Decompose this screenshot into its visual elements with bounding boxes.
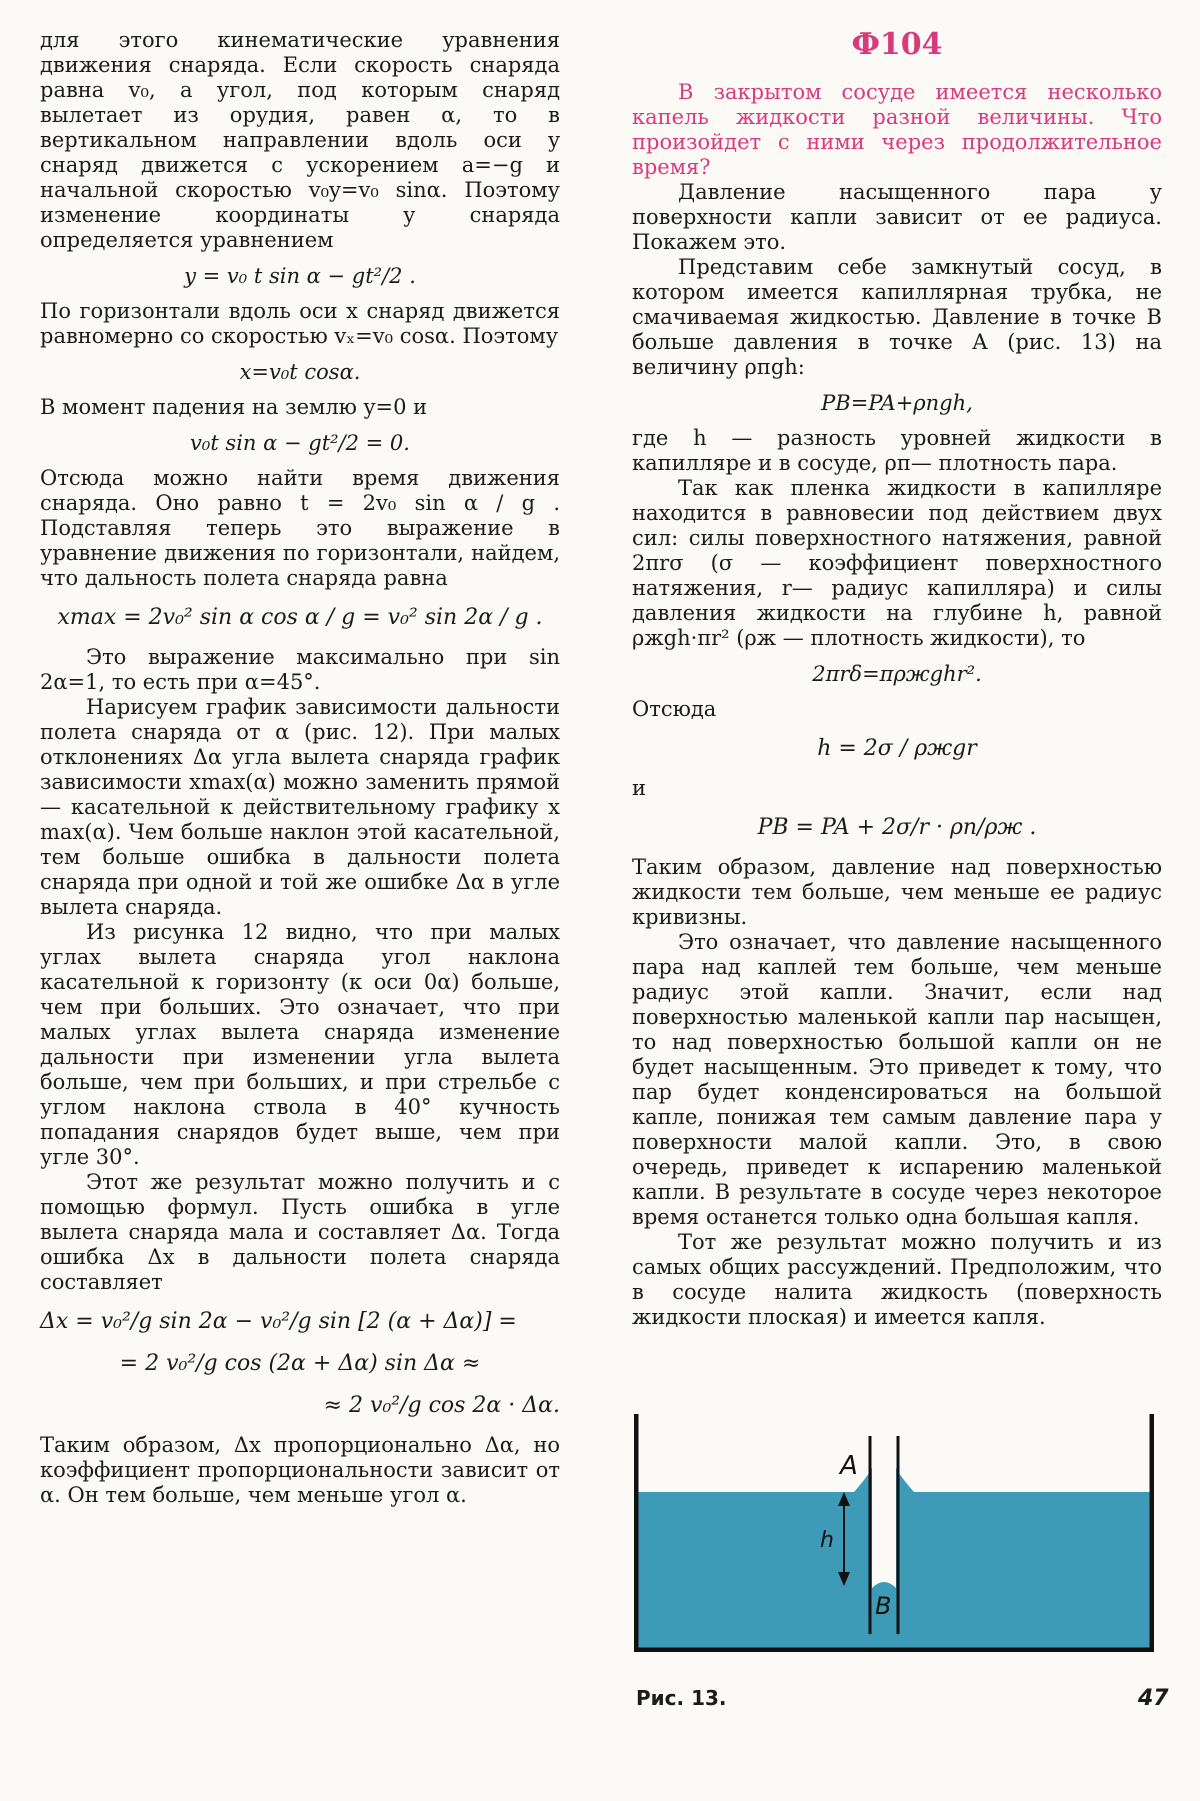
equation: = 2 v₀²/g cos (2α + Δα) sin Δα ≈ [119, 1351, 481, 1376]
equation: h = 2σ / ρжgr [817, 736, 977, 761]
problem-statement: В закрытом сосуде имеется несколько капель жидкости разной величины. Что произойдет с ними через продолжительное время? [632, 80, 1162, 179]
paragraph: Этот же результат можно получить и с помощью формул. Пусть ошибка в угле вылета снаряда мала и составляет Δα. Тогда ошибка Δx в дальности полета снаряда составляет [40, 1170, 560, 1294]
problem-title: Ф104 [851, 27, 943, 62]
paragraph: Представим себе замкнутый сосуд, в котором имеется капиллярная трубка, не смачиваемая жидкостью. Давление в точке B больше давления в точке A (рис. 13) на величину ρпgh: [632, 255, 1162, 379]
paragraph: Таким образом, Δx пропорционально Δα, но коэффициент пропорциональности зависит от α. Он тем больше, чем меньше угол α. [40, 1433, 560, 1507]
paragraph: В момент падения на землю y=0 и [40, 395, 428, 419]
paragraph: для этого кинематические уравнения движения снаряда. Если скорость снаряда равна v₀, а угол, под которым снаряд вылетает из орудия, равен α, то в вертикальном направлении вдоль оси y снаряд движется с ускорением a=−g и начальной скоростью v₀y=v₀ sinα. Поэтому изменение координаты y снаряда определяется уравнением [40, 28, 560, 252]
paragraph: Так как пленка жидкости в капилляре находится в равновесии под действием двух сил: силы поверхностного натяжения, равной 2πrσ (σ — коэффициент поверхностного натяжения, r— радиус капилляра) и силы давления жидкости на глубине h, равной ρжgh·πr² (ρж — плотность жидкости), то [632, 476, 1162, 650]
paragraph: По горизонтали вдоль оси x снаряд движется равномерно со скоростью vₓ=v₀ cosα. Поэтому [40, 299, 560, 348]
paragraph: Тот же результат можно получить и из самых общих рассуждений. Предположим, что в сосуде налита жидкость (поверхность жидкости плоская) и имеется капля. [632, 1230, 1162, 1329]
capillary-figure [634, 1412, 1154, 1652]
paragraph: Из рисунка 12 видно, что при малых углах вылета снаряда угол наклона касательной к горизонту (к оси 0α) больше, чем при больших. Это означает, что при малых углах вылета снаряда изменение дальности при изменении угла вылета больше, чем при больших, и при стрельбе с углом наклона ствола в 40° кучность попадания снарядов будет выше, чем при угле 30°. [40, 920, 560, 1169]
paragraph: где h — разность уровней жидкости в капилляре и в сосуде, ρп— плотность пара. [632, 426, 1162, 475]
paragraph: Это означает, что давление насыщенного пара над каплей тем больше, чем меньше радиус этой капли. Значит, если над поверхностью маленькой капли пар насыщен, то над поверхностью большой капли он не будет насыщенным. Это приведет к тому, что пар будет конденсироваться на большой капле, понижая тем самым давление пара у поверхности малой капли. Это, в свою очередь, приведет к испарению маленькой капли. В результате в сосуде через некоторое время останется только одна большая капля. [632, 930, 1162, 1229]
paragraph: Давление насыщенного пара у поверхности капли зависит от ее радиуса. Покажем это. [632, 180, 1162, 254]
label-h: h [820, 1528, 834, 1553]
paragraph: Нарисуем график зависимости дальности полета снаряда от α (рис. 12). При малых отклонениях Δα угла вылета снаряда график зависимости xmax(α) можно заменить прямой — касательной к действительному графику x max(α). Чем больше наклон этой касательной, тем больше ошибка в дальности полета снаряда при одной и той же ошибке Δα в угле вылета снаряда. [40, 695, 560, 919]
equation: xmax = 2v₀² sin α cos α / g = v₀² sin 2α / g . [57, 605, 543, 630]
equation: v₀t sin α − gt²/2 = 0. [190, 431, 410, 455]
left-column [40, 28, 560, 1508]
equation: x=v₀t cosα. [239, 360, 361, 384]
figure-caption: Рис. 13. [636, 1686, 727, 1710]
paragraph: Это выражение максимально при sin 2α=1, то есть при α=45°. [40, 645, 560, 694]
paragraph: Отсюда [632, 697, 717, 721]
equation: 2πrδ=πρжghr². [812, 662, 982, 686]
page-number: 47 [1138, 1686, 1169, 1711]
equation: y = v₀ t sin α − gt²/2 . [184, 264, 416, 288]
equation: Δx = v₀²/g sin 2α − v₀²/g sin [2 (α + Δα)] = [40, 1309, 517, 1334]
label-b: B [875, 1592, 892, 1620]
equation: PB=PA+ρпgh, [821, 391, 973, 415]
paragraph: Отсюда можно найти время движения снаряда. Оно равно t = 2v₀ sin α / g . Подставляя теперь это выражение в уравнение движения по горизонтали, найдем, что дальность полета снаряда равна [40, 466, 560, 590]
equation: PB = PA + 2σ/r · ρп/ρж . [757, 815, 1037, 840]
paragraph: Таким образом, давление над поверхностью жидкости тем больше, чем меньше ее радиус кривизны. [632, 855, 1162, 929]
paragraph: и [632, 776, 646, 800]
label-a: A [840, 1451, 858, 1481]
equation: ≈ 2 v₀²/g cos 2α · Δα. [323, 1393, 560, 1418]
right-column [632, 28, 1162, 1330]
